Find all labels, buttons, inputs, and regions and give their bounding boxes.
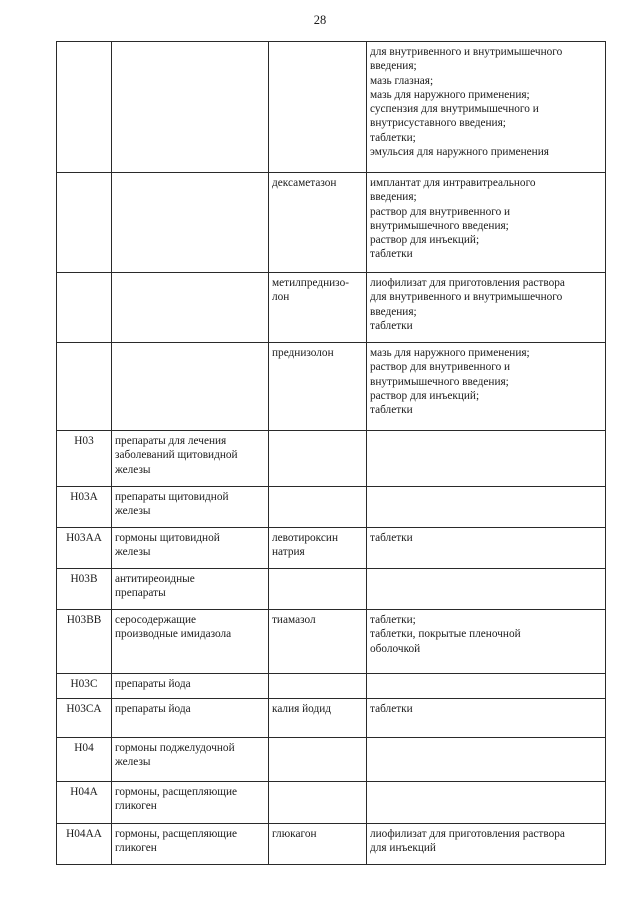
table-row <box>57 569 606 610</box>
drug-name-cell: левотироксин натрия <box>269 528 367 569</box>
drug-name-cell: метилпреднизо- лон <box>269 273 367 343</box>
drug-table <box>56 41 606 865</box>
group-name-cell <box>112 273 269 343</box>
group-name-cell: препараты для лечения заболеваний щитовидной железы <box>112 431 269 487</box>
atc-code-cell <box>57 273 112 343</box>
dosage-form-cell: таблетки; таблетки, покрытые пленочной оболочкой <box>367 610 606 674</box>
drug-name-cell <box>269 42 367 173</box>
group-name-cell: гормоны поджелудочной железы <box>112 738 269 782</box>
dosage-form-cell <box>367 674 606 699</box>
table-row <box>57 343 606 431</box>
drug-name-cell: тиамазол <box>269 610 367 674</box>
dosage-form-cell: таблетки <box>367 699 606 738</box>
dosage-form-cell: для внутривенного и внутримышечного введения; мазь глазная; мазь для наружного применения; суспензия для внутримышечного и внутрисуставного введения; таблетки; эмульсия для наружного применения <box>367 42 606 173</box>
dosage-form-cell <box>367 569 606 610</box>
page-number: 28 <box>313 13 327 27</box>
drug-name-cell: калия йодид <box>269 699 367 738</box>
table-row <box>57 699 606 738</box>
drug-name-cell <box>269 487 367 528</box>
atc-code-cell: H03B <box>57 569 112 610</box>
table-row <box>57 782 606 824</box>
atc-code-cell: H04 <box>57 738 112 782</box>
table-row <box>57 273 606 343</box>
atc-code-cell: H04AA <box>57 824 112 865</box>
group-name-cell: антитиреоидные препараты <box>112 569 269 610</box>
dosage-form-cell: лиофилизат для приготовления раствора для инъекций <box>367 824 606 865</box>
drug-name-cell <box>269 782 367 824</box>
drug-name-cell: дексаметазон <box>269 173 367 273</box>
dosage-form-cell <box>367 738 606 782</box>
drug-name-cell: глюкагон <box>269 824 367 865</box>
group-name-cell: препараты йода <box>112 674 269 699</box>
atc-code-cell: H03A <box>57 487 112 528</box>
atc-code-cell: H03BB <box>57 610 112 674</box>
table-row <box>57 610 606 674</box>
table-row <box>57 173 606 273</box>
dosage-form-cell: мазь для наружного применения; раствор для внутривенного и внутримышечного введения; раствор для инъекций; таблетки <box>367 343 606 431</box>
atc-code-cell: H03AA <box>57 528 112 569</box>
table-row <box>57 431 606 487</box>
drug-name-cell <box>269 738 367 782</box>
atc-code-cell: H04A <box>57 782 112 824</box>
table-row <box>57 738 606 782</box>
group-name-cell: гормоны, расщепляющие гликоген <box>112 782 269 824</box>
dosage-form-cell <box>367 487 606 528</box>
atc-code-cell <box>57 42 112 173</box>
atc-code-cell: H03C <box>57 674 112 699</box>
atc-code-cell: H03 <box>57 431 112 487</box>
table-row <box>57 528 606 569</box>
atc-code-cell <box>57 343 112 431</box>
group-name-cell: серосодержащие производные имидазола <box>112 610 269 674</box>
group-name-cell: препараты йода <box>112 699 269 738</box>
dosage-form-cell <box>367 782 606 824</box>
atc-code-cell <box>57 173 112 273</box>
table-row <box>57 42 606 173</box>
drug-name-cell <box>269 431 367 487</box>
drug-name-cell <box>269 674 367 699</box>
group-name-cell <box>112 343 269 431</box>
dosage-form-cell: имплантат для интравитреального введения; раствор для внутривенного и внутримышечного введения; раствор для инъекций; таблетки <box>367 173 606 273</box>
group-name-cell: гормоны щитовидной железы <box>112 528 269 569</box>
group-name-cell: гормоны, расщепляющие гликоген <box>112 824 269 865</box>
dosage-form-cell: таблетки <box>367 528 606 569</box>
dosage-form-cell: лиофилизат для приготовления раствора для внутривенного и внутримышечного введения; таблетки <box>367 273 606 343</box>
drug-name-cell <box>269 569 367 610</box>
group-name-cell: препараты щитовидной железы <box>112 487 269 528</box>
table-row <box>57 674 606 699</box>
table-row <box>57 824 606 865</box>
atc-code-cell: H03CA <box>57 699 112 738</box>
group-name-cell <box>112 42 269 173</box>
drug-name-cell: преднизолон <box>269 343 367 431</box>
table-row <box>57 487 606 528</box>
dosage-form-cell <box>367 431 606 487</box>
group-name-cell <box>112 173 269 273</box>
